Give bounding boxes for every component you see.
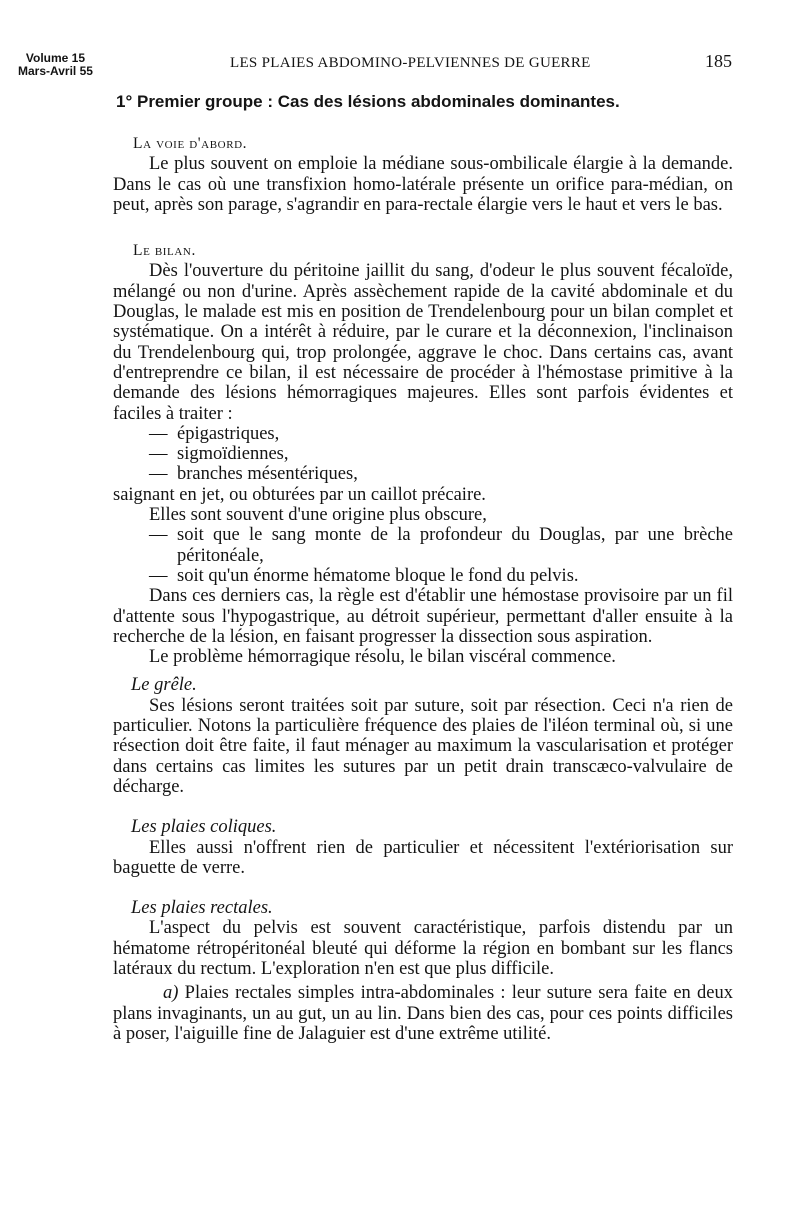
list-item: — sigmoïdiennes, <box>149 444 289 465</box>
page-number: 185 <box>705 51 732 71</box>
dash-mark: — <box>149 464 168 485</box>
paragraph-plaies-rectales: L'aspect du pelvis est souvent caractéristique, parfois distendu par un hématome rétropéritonéal bleuté qui déforme la région en bombant sur les flancs latéraux du rectum. L'exploration n'en est que plus difficile. <box>113 918 733 979</box>
heading-voie-abord: La voie d'abord. <box>133 135 248 152</box>
paragraph-bilan-2: Elles sont souvent d'une origine plus obscure, <box>149 505 487 526</box>
volume-number: Volume 15 <box>25 51 86 65</box>
dash-mark: — <box>149 423 168 444</box>
paragraph-after-list: saignant en jet, ou obturées par un caillot précaire. <box>113 484 486 505</box>
item-a-label: a) <box>163 983 179 1004</box>
list-item: — soit que le sang monte de la profondeur du Douglas, par une brèche péritonéale, <box>149 525 733 566</box>
issue-date: Mars-Avril 55 <box>18 64 93 78</box>
paragraph-bilan-3: Dans ces derniers cas, la règle est d'établir une hémostase provisoire par un fil d'attente sous l'hypogastrique, au détroit supérieur, permettant d'aller ensuite à la recherche de la lésion, en faisant progresser la dissection sous aspiration. <box>113 586 733 647</box>
volume-info <box>18 52 93 78</box>
paragraph-plaies-coliques: Elles aussi n'offrent rien de particulier et nécessitent l'extériorisation sur baguette de verre. <box>113 837 733 878</box>
list-item: — épigastriques, <box>149 423 280 444</box>
paragraph-bilan-4: Le problème hémorragique résolu, le bilan viscéral commence. <box>149 647 616 668</box>
list-item: — branches mésentériques, <box>149 464 358 485</box>
paragraph-grele: Ses lésions seront traitées soit par suture, soit par résection. Ceci n'a rien de particulier. Notons la particulière fréquence des plaies de l'iléon terminal où, si une résection doit être faite, il faut ménager au maximum la vascularisation et protéger dans certains cas limites les sutures par un petit drain transcæco-valvulaire de décharge. <box>113 695 733 797</box>
list-hemorrhagic-sites <box>113 424 733 485</box>
section-heading: 1° Premier groupe : Cas des lésions abdominales dominantes. <box>116 92 620 111</box>
heading-plaies-rectales: Les plaies rectales. <box>131 898 273 919</box>
heading-bilan: Le bilan. <box>133 242 196 260</box>
dash-mark: — <box>149 525 168 546</box>
running-title: LES PLAIES ABDOMINO-PELVIENNES DE GUERRE <box>230 55 591 71</box>
body-text <box>113 134 733 1044</box>
list-item: — soit qu'un énorme hématome bloque le fond du pelvis. <box>149 565 579 586</box>
paragraph-item-a <box>113 983 733 1044</box>
heading-grele: Le grêle. <box>131 675 197 696</box>
heading-plaies-coliques: Les plaies coliques. <box>131 817 277 838</box>
paragraph-voie-abord: Le plus souvent on emploie la médiane sous-ombilicale élargie à la demande. Dans le cas où une transfixion homo-latérale présente un orifice para-médian, on peut, après son parage, s'agrandir en para-rectale élargie vers le haut et vers le bas. <box>113 154 733 215</box>
dash-mark: — <box>149 565 168 586</box>
item-a-text: Plaies rectales simples intra-abdominales : leur suture sera faite en deux plans invaginants, un au gut, un au lin. Dans bien des cas, pour ces points difficiles à poser, l'aiguille fine de Jalaguier est d'une extrême utilité. <box>113 983 734 1044</box>
list-obscure-origins <box>113 525 733 586</box>
paragraph-bilan-1: Dès l'ouverture du péritoine jaillit du sang, d'odeur le plus souvent fécaloïde, mélangé ou non d'urine. Après assèchement rapide de la cavité abdominale et du Douglas, le malade est mis en position de Trendelenbourg pour un bilan complet et systématique. On a intérêt à réduire, par le curare et la déconnexion, l'inclinaison du Trendelenbourg qui, trop prolongée, aggrave le choc. Dans certains cas, avant d'entreprendre ce bilan, il est nécessaire de procéder à l'hémostase primitive à la demande des lésions hémorragiques majeures. Elles sont parfois évidentes et faciles à traiter : <box>113 261 733 424</box>
dash-mark: — <box>149 444 168 465</box>
